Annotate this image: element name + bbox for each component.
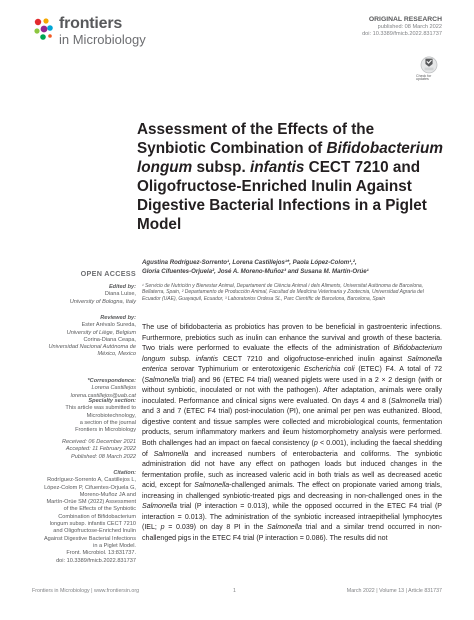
affiliations [142, 283, 442, 302]
correspondence-email[interactable]: lorena.castillejos@uab.cat [70, 392, 136, 399]
abstract-text: (ETEC) F4. A total of 72 ( [142, 366, 442, 384]
title-part: subsp. [192, 159, 251, 176]
frontiers-logo-icon [32, 17, 54, 41]
abstract-italic: p [160, 524, 165, 532]
citation-line: of the Effects of the Synbiotic [63, 506, 136, 513]
crossmark-label: Check for updates [416, 73, 432, 82]
received-date: Received: 06 December 2021 [61, 439, 136, 445]
correspondence-block [32, 378, 136, 400]
dates-block [32, 439, 136, 461]
editor-name[interactable]: Diana Luise, [104, 291, 136, 298]
abstract-italic: p [313, 440, 318, 448]
abstract-italic: Escherichia coli [303, 366, 355, 374]
abstract-text: subsp. [165, 355, 196, 363]
title-part-italic: infantis [250, 159, 305, 176]
reviewer-affiliation: University of Liège, Belgium [66, 329, 136, 336]
citation-line: Against Digestive Bacterial Infections [43, 535, 136, 542]
reviewer-name[interactable]: Ester Arévalo Sureda, [81, 322, 136, 329]
abstract-italic: Salmonella [142, 503, 177, 511]
reviewer-affiliation: México, Mexico [97, 351, 136, 358]
edited-by-label: Edited by: [108, 284, 136, 290]
specialty-block [32, 398, 136, 434]
abstract-italic: Salmonella enterica [142, 355, 442, 374]
footer-journal-link[interactable]: Frontiers in Microbiology | www.frontiersin.org [32, 588, 140, 594]
correspondence-label: *Correspondence: [87, 378, 136, 384]
abstract-text: < 0.001), including the faecal shedding of [142, 440, 442, 458]
author-line[interactable]: Gloria Cifuentes-Orjuela², José A. Moreno-Muñoz³ and Susana M. Martín-Orúe¹ [142, 268, 369, 276]
citation-line: Moreno-Muñoz JA and [79, 491, 136, 498]
journal-logo[interactable] [32, 16, 182, 50]
title-part-italic: Bifidobacterium longum [137, 140, 443, 176]
specialty-line: This article was submitted to [65, 405, 136, 412]
affiliation-text: ¹ Servicio de Nutrición y Bienestar Animal, Departament de Ciència Animal i dels Aliments, Universitat Autònoma de Barcelona, Bellaterra, Spain, ² Departamento de Producción Animal, Facultad de Medicina Veterinaria y Zootecnia, Universidad Agraria del Ecuador (UAE), Guayaquil, Ecuador, ³ Laboratorios Ordesa SL, Parc Científic de Barcelona, Barcelona, Spain [142, 283, 424, 302]
citation-line: López-Colom P, Cifuentes-Orjuela G, [44, 484, 136, 491]
abstract-italic: Salmonella [267, 524, 302, 532]
abstract-text: trial (P interaction = 0.013), while the opposed occurred in the ETEC F4 trial (P interaction = 0.013). The administration of the synbiotic increased intraepithelial lymphocytes (IEL; [142, 503, 442, 532]
citation-label: Citation: [113, 470, 136, 476]
citation-line: and Oligofructose-Enriched Inulin [53, 528, 136, 535]
abstract-text: trial) and 96 (ETEC F4 trial) weaned piglets were used in a 2 × 2 design (with or without synbiotic, inoculated or not with the pathogen). After adaptation, animals were orally inoculated. Performance and clinical signs were evaluated. On days 4 and 8 ( [142, 376, 442, 405]
reviewer-name[interactable]: Corina-Diana Ceapa, [83, 336, 136, 343]
specialty-line: a section of the journal [79, 419, 136, 426]
abstract-text: and increased numbers of enterobacteria and coliforms. The synbiotic administration did not have any effect on pathogen loads but induced changes in the fermentation profile, such as increased valeric acid in both trials as well as decreased acetic acid, except for [142, 450, 442, 490]
logo-wordmark: frontiers [59, 15, 123, 32]
citation-line: Combination of Bifidobacterium [58, 513, 136, 520]
citation-block [32, 470, 136, 565]
page-number: 1 [233, 588, 236, 594]
editor-affiliation: University of Bologna, Italy [69, 298, 136, 305]
publish-date: published: 08 March 2022 [377, 24, 442, 31]
article-type: ORIGINAL RESEARCH [368, 16, 442, 23]
specialty-line: Microbiotechnology, [86, 412, 136, 419]
footer-volume-info: March 2022 | Volume 13 | Article 831737 [346, 588, 442, 594]
abstract-text: CECT 7210 and oligofructose-enriched inulin against [217, 355, 408, 363]
abstract-italic: Salmonella [153, 450, 189, 458]
author-line[interactable]: Agustina Rodríguez-Sorrento¹, Lorena Castillejos¹*, Paola López-Colom¹,², [142, 259, 357, 266]
title-part: CECT 7210 and Oligofructose-Enriched Inulin Against Digestive Bacterial Infections in a Piglet Model [137, 159, 427, 233]
citation-line: in a Piglet Model. [93, 542, 136, 549]
accepted-date: Accepted: 11 February 2022 [65, 446, 136, 453]
reviewed-by-label: Reviewed by: [100, 315, 136, 321]
specialty-line: Frontiers in Microbiology [75, 427, 136, 434]
abstract [142, 323, 442, 544]
published-date: Published: 08 March 2022 [71, 453, 136, 460]
abstract-italic: infantis [195, 355, 218, 363]
abstract-italic: Salmonella [390, 397, 426, 405]
logo-journal-name: in Microbiology [59, 32, 146, 47]
author-list [142, 258, 442, 277]
abstract-text: -challenged animals. The effect on propionate varied among trials, increasing in challenged synbiotic-treated pigs and decreasing in non-challenged ones in the [142, 482, 443, 500]
title-part: Assessment of the Effects of the Synbiotic Combination of [137, 121, 375, 157]
reviewed-by-block [32, 315, 136, 359]
citation-line: Martín-Orúe SM (2022) Assessment [46, 499, 136, 506]
citation-line: longum subsp. infantis CECT 7210 [49, 521, 136, 528]
article-title [137, 120, 447, 234]
abstract-text: = 0.039) on day 8 PI in the [164, 524, 268, 532]
abstract-text: trial) and 3 and 7 (ETEC F4 trial) post-inoculation (PI), one animal per pen was euthanized. Blood, digestive content and tissue samples were collected and microbiological counts, fermentation products, serum inflammatory markers and ileum histomorphometry analysis were performed. Both challenges had an impact on faecal consistency ( [142, 397, 442, 448]
citation-line: Front. Microbiol. 13:831737. [66, 550, 136, 557]
abstract-italic: Bifidobacterium longum [142, 345, 442, 363]
abstract-italic: Salmonella [194, 482, 230, 490]
specialty-label: Specialty section: [88, 398, 136, 404]
correspondence-name: Lorena Castillejos [91, 385, 136, 392]
reviewer-affiliation: Universidad Nacional Autónoma de [48, 344, 136, 351]
crossmark-icon [419, 56, 439, 74]
abstract-text: The use of bifidobacteria as probiotics has proven to be beneficial in gastroenteric infections. Furthermore, prebiotics such as inulin can enhance the survival and growth of these bacteria. Two trials were performed to evaluate the effects of the administration of [142, 324, 442, 353]
abstract-text: trial and a similar trend occurred in non-challenged pigs in the ETEC F4 trial (P interaction = 0.086). The results did not [142, 524, 443, 542]
article-header [362, 16, 442, 38]
edited-by-block [32, 284, 136, 306]
article-doi[interactable]: doi: 10.3389/fmicb.2022.831737 [362, 30, 442, 37]
open-access-label: OPEN ACCESS [80, 269, 136, 278]
citation-line[interactable]: doi: 10.3389/fmicb.2022.831737 [56, 557, 136, 564]
crossmark-badge[interactable] [416, 56, 442, 82]
abstract-italic: Salmonella [144, 376, 180, 384]
citation-line: Rodríguez-Sorrento A, Castillejos L, [47, 477, 136, 484]
abstract-text: serovar Typhimurium or enterotoxigenic [167, 366, 304, 374]
